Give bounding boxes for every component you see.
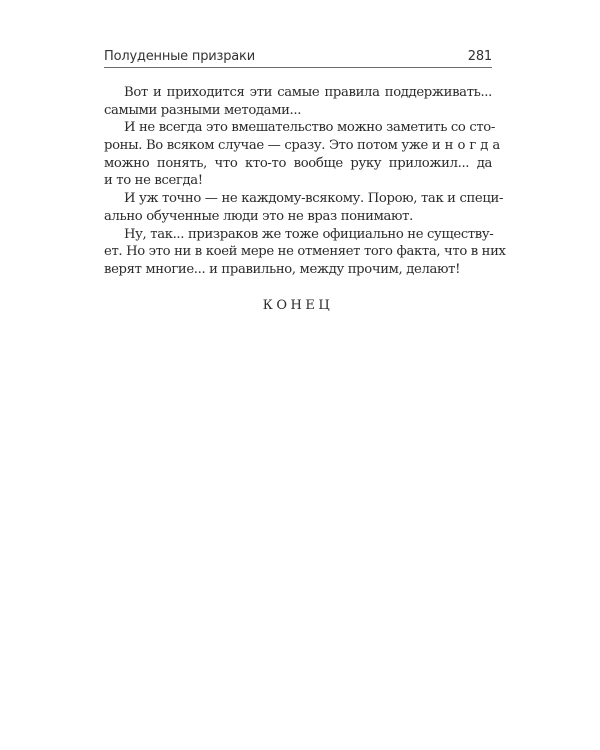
text-line: можно понять, что кто-то вообще руку приложил... да [104,155,492,171]
text-line: ально обученные люди это не враз понимают. [104,208,413,224]
emphasis-spaced-word: иногда [431,138,505,154]
text-fragment: роны. Во всяком случае — сразу. Это потом уже [104,138,432,154]
page-number: 281 [467,49,492,64]
text-line: самыми разными методами... [104,102,302,118]
text-line: ет. Но это ни в коей мере не отменяет того факта, что в них [104,244,506,260]
text-line: И уж точно — не каждому-всякому. Порою, так и специ- [124,191,504,207]
text-line [104,137,505,155]
text-line: верят многие... и правильно, между прочим, делают! [104,261,461,277]
running-head [104,45,492,68]
text-line: и то не всегда! [104,173,203,189]
text-line: И не всегда это вмешательство можно заметить со сто- [124,120,496,136]
the-end-heading: КОНЕЦ [262,298,334,313]
text-line: Ну, так... призраков же тоже официально не существу- [124,226,494,242]
book-title: Полуденные призраки [104,49,255,64]
text-line: Вот и приходится эти самые правила поддерживать... [124,85,492,100]
body-text [104,84,506,279]
